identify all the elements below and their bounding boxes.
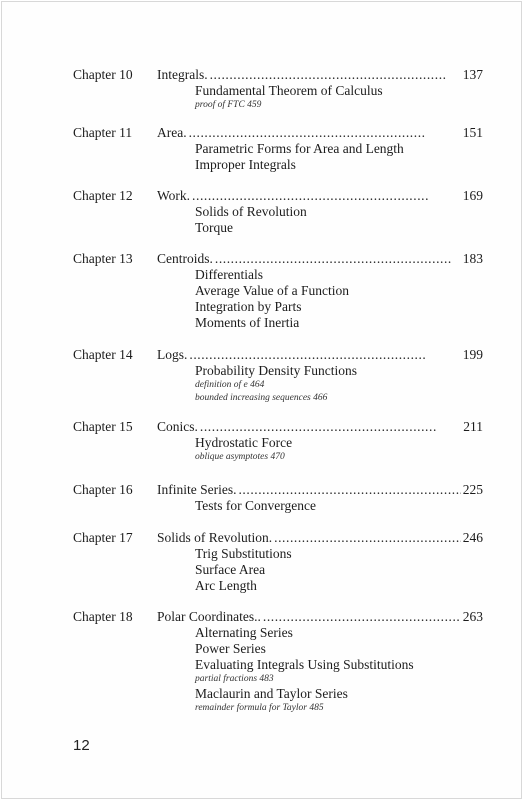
chapter-title-line: [157, 482, 483, 498]
chapter-label: Chapter 18: [73, 609, 133, 624]
appendix-note: remainder formula for Taylor 485: [195, 703, 324, 713]
chapter-page: 151: [462, 125, 483, 140]
leader-dots: [210, 67, 461, 83]
subtopics: [195, 625, 414, 715]
subtopic: Solids of Revolution: [195, 204, 307, 219]
subtopic: Probability Density Functions: [195, 363, 357, 378]
chapter-page: 183: [462, 251, 483, 266]
chapter-label: Chapter 15: [73, 419, 133, 434]
chapter-page: 263: [462, 609, 483, 624]
leader-dots: [274, 530, 461, 546]
chapter-title: Logs.: [157, 347, 188, 362]
leader-dots: [238, 482, 460, 498]
appendix-note: definition of e 464: [195, 380, 265, 390]
chapter-title-line: [157, 347, 483, 363]
subtopic: Parametric Forms for Area and Length: [195, 141, 404, 156]
chapter-label: Chapter 12: [73, 188, 133, 203]
chapter-label: Chapter 10: [73, 67, 133, 82]
chapter-title: Conics.: [157, 419, 198, 434]
subtopic: Average Value of a Function: [195, 283, 349, 298]
subtopic: Surface Area: [195, 562, 266, 577]
chapter-title: Infinite Series.: [157, 482, 237, 497]
appendix-note: bounded increasing sequences 466: [195, 393, 328, 403]
subtopic: Torque: [195, 220, 234, 235]
subtopic: Arc Length: [195, 578, 257, 593]
chapter-title: Integrals.: [157, 67, 208, 82]
chapter-title: Area.: [157, 125, 187, 140]
subtopics: [195, 498, 316, 514]
chapter-page: 225: [462, 482, 483, 497]
appendix-note: proof of FTC 459: [195, 100, 262, 110]
chapter-page: 169: [462, 188, 483, 203]
chapter-title-line: [157, 188, 483, 204]
appendix-note: oblique asymptotes 470: [195, 452, 285, 462]
chapter-label: Chapter 13: [73, 251, 133, 266]
chapter-label: Chapter 16: [73, 482, 133, 497]
subtopics: [195, 141, 404, 173]
chapter-page: 199: [462, 347, 483, 362]
page-number: 12: [73, 737, 90, 754]
leader-dots: [192, 188, 461, 204]
chapter-label: Chapter 17: [73, 530, 133, 545]
chapter-page: 137: [462, 67, 483, 82]
chapter-title-line: [157, 609, 483, 625]
leader-dots: [200, 419, 461, 435]
chapter-label: Chapter 11: [73, 125, 133, 140]
subtopic: Trig Substitutions: [195, 546, 292, 561]
chapter-title-line: [157, 419, 483, 435]
subtopic: Hydrostatic Force: [195, 435, 293, 450]
subtopic: Maclaurin and Taylor Series: [195, 686, 348, 701]
chapter-title: Solids of Revolution.: [157, 530, 273, 545]
subtopics: [195, 435, 292, 464]
chapter-page: 211: [463, 419, 483, 434]
chapter-title-line: [157, 530, 483, 546]
chapter-title-line: [157, 67, 483, 83]
subtopics: [195, 83, 383, 112]
chapter-title-line: [157, 125, 483, 141]
leader-dots: [263, 609, 461, 625]
subtopic: Differentials: [195, 267, 263, 282]
book-page: [2, 2, 521, 798]
subtopic: Power Series: [195, 641, 266, 656]
leader-dots: [189, 347, 460, 363]
subtopics: [195, 363, 357, 405]
chapter-label: Chapter 14: [73, 347, 133, 362]
chapter-title: Polar Coordinates..: [157, 609, 261, 624]
subtopic: Fundamental Theorem of Calculus: [195, 83, 383, 98]
subtopics: [195, 546, 292, 594]
chapter-title: Centroids.: [157, 251, 213, 266]
leader-dots: [189, 125, 461, 141]
subtopics: [195, 267, 349, 331]
subtopic: Alternating Series: [195, 625, 293, 640]
chapter-title-line: [157, 251, 483, 267]
subtopic: Integration by Parts: [195, 299, 302, 314]
subtopic: Tests for Convergence: [195, 498, 317, 513]
subtopic: Moments of Inertia: [195, 315, 300, 330]
chapter-title: Work.: [157, 188, 191, 203]
chapter-page: 246: [462, 530, 483, 545]
subtopic: Improper Integrals: [195, 157, 296, 172]
leader-dots: [215, 251, 461, 267]
subtopic: Evaluating Integrals Using Substitutions: [195, 657, 414, 672]
appendix-note: partial fractions 483: [195, 674, 274, 684]
subtopics: [195, 204, 307, 236]
